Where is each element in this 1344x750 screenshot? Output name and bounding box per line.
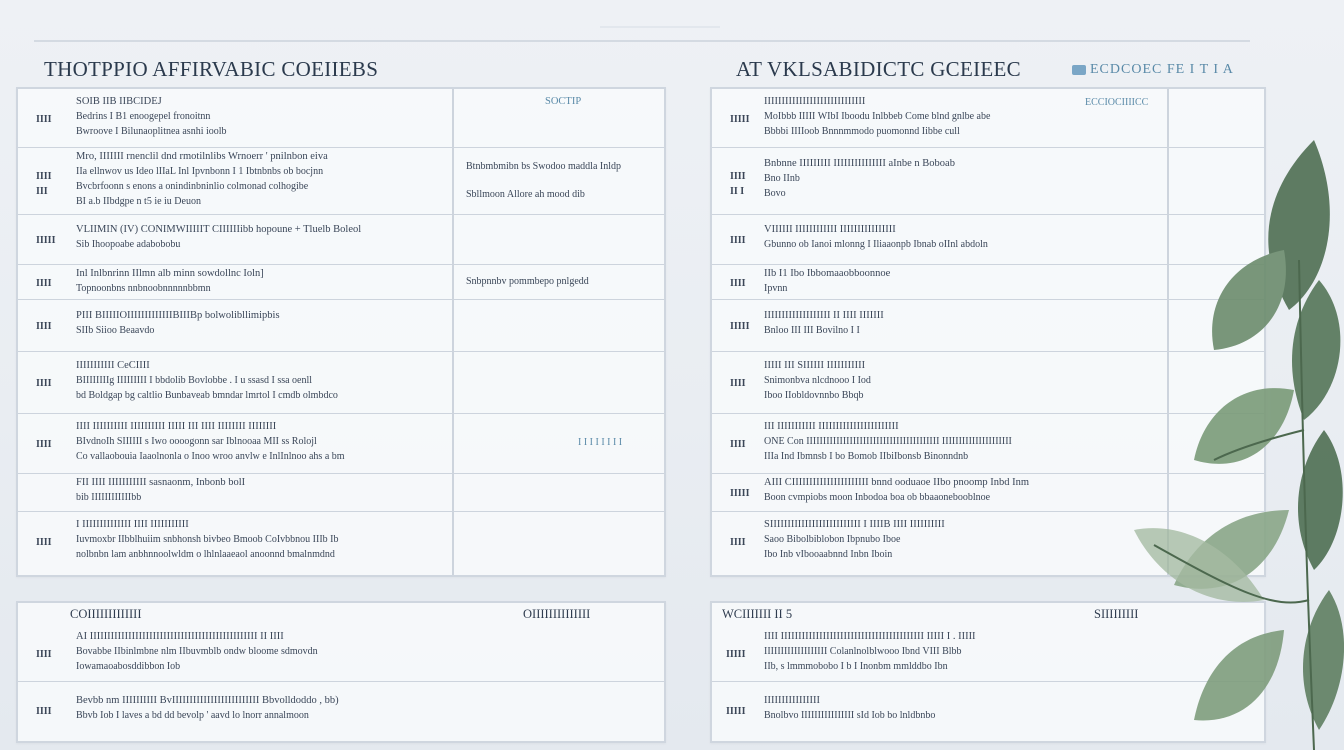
table-row [18, 681, 664, 739]
right-subheading: ECDCOEC FE I T I A [1072, 62, 1234, 78]
row-number: IIII III [36, 170, 52, 197]
row-number: IIIII [730, 321, 750, 332]
row-number: IIII [36, 277, 52, 289]
left-bottom-table [16, 601, 666, 743]
row-detail: Ibo Inb vIbooaabnnd Inbn Iboin [764, 548, 893, 560]
row-detail: IIa ellnwov us Ideo lIIaL Inl Ipvnbonn I 1 Ibtnbnbs ob bocjnn [76, 166, 324, 177]
row-detail: Snimonbva nlcdnooo I Iod [764, 374, 871, 386]
row-detail: Boon cvmpiobs moon Inbodoa boa ob bbaaonebooblnoe [764, 492, 991, 503]
row-number: IIII [730, 277, 746, 289]
row-detail: Bovabbe IIbinlmbne nlm IIbuvmblb ondw bloome sdmovdn [76, 645, 318, 657]
row-detail: Bno IInb [764, 173, 800, 184]
row-number: IIII [36, 378, 52, 389]
row-detail: Co vallaobouia Iaaolnonla o Inoo wroo anvlw e InlInlnoo ahs a bm [76, 450, 345, 462]
row-detail: IIIIIIIIIIIIIIIIIII Colanlnolblwooo Ibnd VIII Blbb [764, 645, 962, 657]
row-title: SOIB IIB IIBCIDEJ [76, 95, 162, 107]
row-number: IIIII [726, 649, 746, 660]
row-note: Btnbmbmibn bs Swodoo maddla Inldp [466, 160, 621, 172]
section-header: COIIIIIIIIIIIII [70, 607, 142, 621]
table-row [18, 413, 664, 474]
row-number: IIIII [730, 488, 750, 499]
right-title: AT VKLSABIDICTC GCEIEEC [736, 57, 1021, 81]
row-title: IIIIIIIIIII CeCIIII [76, 359, 150, 371]
table-row [18, 511, 664, 571]
row-title: FII IIII IIIIIIIIIII sasnaonm, Inbonb bolI [76, 477, 246, 488]
row-detail: Bbvb Iob I laves a bd dd bevolp ' aavd lo lnorr annalmoon [76, 710, 309, 721]
row-title: Mro, IIIIIII rnenclil dnd rmotilnlibs Wrnoerr ' pnilnbon eiva [76, 151, 328, 162]
table-row [18, 147, 664, 215]
table-row [18, 473, 664, 512]
row-number: IIIII [726, 706, 746, 717]
column-header-note: SOCTIP [545, 96, 582, 107]
table-row [18, 214, 664, 265]
table-row [18, 89, 664, 148]
row-detail: Gbunno ob Ianoi mlonng I Iliaaonpb Ibnab oIInl abdoln [764, 239, 988, 250]
row-detail: Sib Ihoopoabe adabobobu [76, 239, 181, 250]
subheading-icon [1072, 65, 1086, 75]
row-detail: Bvcbrfoonn s enons a onindinbninlio colmonad colhogibe [76, 181, 309, 192]
row-number: IIII II I [730, 170, 746, 197]
row-note: Sbllmoon Allore ah mood dib [466, 188, 585, 200]
row-title: IIII IIIIIIIIII IIIIIIIIII IIIII III IIII IIIIIIII IIIIIIII [76, 420, 277, 432]
row-title: Bevbb nm IIIIIIIIII BvIIIIIIIIIIIIIIIIIIIIIIIII Bbvolldoddo , bb) [76, 695, 339, 706]
row-detail: Iboo IIobldovnnbo Bbqb [764, 389, 864, 401]
row-note: I I I I I I I I [578, 437, 623, 448]
row-number: IIII [36, 321, 52, 332]
row-detail: nolbnbn lam anbhnnoolwldm o lhlnlaaeaol anoonnd bmalnmdnd [76, 548, 335, 560]
left-title: THOTPPIO AFFIRVABIC COEIIEBS [44, 57, 379, 81]
column-header-note: ECCIOCIIIICC [1085, 97, 1149, 108]
row-detail: bd Boldgap bg caltlio Bunbaveab bmndar lmrtol I cmdb olmbdco [76, 389, 338, 401]
row-detail: ONE Con IIIIIIIIIIIIIIIIIIIIIIIIIIIIIIIIIIIIIIII IIIIIIIIIIIIIIIIIIIII [764, 435, 1012, 447]
row-title: AI IIIIIIIIIIIIIIIIIIIIIIIIIIIIIIIIIIIIIIIIIIIIIIII II IIII [76, 630, 284, 642]
row-detail: Bnolbvo IIIIIIIIIIIIIIII sId Iob bo lnldbnbo [764, 710, 936, 721]
row-title: Bnbnne IIIIIIIII IIIIIIIIIIIIIII aInbe n Boboab [764, 158, 955, 169]
row-title: PIII BIIIIIOIIIIIIIIIIIIIBIIIBp bolwolibllimipbis [76, 310, 280, 321]
row-detail: Saoo Bibolbiblobon Ibpnubo Iboe [764, 533, 901, 545]
row-title: IIIII III SIIIIII IIIIIIIIIII [764, 359, 866, 371]
row-detail: bib IIIIIIIIIIIIbb [76, 492, 142, 503]
row-number: IIII [36, 537, 52, 548]
row-detail: Bovo [764, 188, 786, 199]
row-detail: Iuvmoxbr IIbblhuiim snbhonsh bivbeo Bmoob CoIvbbnou IIIb Ib [76, 533, 339, 545]
row-detail: Bnloo III III Bovilno I I [764, 325, 860, 336]
left-main-table [16, 87, 666, 577]
row-number: IIII [730, 235, 746, 246]
row-number: IIIII [730, 114, 750, 125]
table-row [18, 299, 664, 352]
row-detail: MoIbbb IIIII WIbI Iboodu Inlbbeb Come blnd gnlbe abe [764, 110, 991, 122]
row-title: VIIIIII IIIIIIIIIIII IIIIIIIIIIIIIIII [764, 224, 896, 235]
row-number: IIII [36, 649, 52, 660]
row-title: AIII CIIIIIIIIIIIIIIIIIIIIII bnnd ooduaoe IIbo pnoomp Inbd Inm [764, 477, 1030, 488]
plant-decoration [1114, 130, 1344, 750]
row-number: IIII [36, 706, 52, 717]
top-faint-rule [600, 26, 720, 28]
top-rule [34, 40, 1250, 42]
row-number: IIII [730, 439, 746, 450]
row-detail: SIIb Siioo Beaavdo [76, 325, 155, 336]
row-number: IIII [36, 114, 52, 125]
row-detail: Bbbbi IIIIoob Bnnnmmodo puomonnd Iibbe cull [764, 125, 960, 137]
table-row [18, 264, 664, 300]
row-detail: Topnoonbns nnbnoobnnnnnbbmn [76, 283, 211, 294]
row-title: IIIIIIIIIIIIIIIIIII II IIII IIIIIII [764, 310, 884, 321]
table-row [18, 351, 664, 414]
row-title: Inl Inlbnrinn IIlmn alb minn sowdollnc Ioln] [76, 268, 264, 279]
row-detail: IIb, s lmmmobobo I b I Inonbm mmlddbo Ibn [764, 660, 948, 672]
row-detail: Bedrins I B1 enoogepel fronoitnn [76, 110, 211, 122]
row-title: SIIIIIIIIIIIIIIIIIIIIIIIIII I IIIIB IIII IIIIIIIIII [764, 518, 945, 530]
table-row [18, 625, 664, 682]
section-header-note: SIIIIIIIII [1094, 607, 1139, 621]
row-title: IIb I1 Ibo Ibbomaaobboonnoe [764, 268, 891, 279]
row-title: IIIIIIIIIIIIIIIIIIIIIIIIIIIII [764, 95, 866, 107]
row-number: IIII [36, 439, 52, 450]
row-title: IIIIIIIIIIIIIIII [764, 695, 820, 706]
row-detail: Ipvnn [764, 283, 788, 294]
row-number: IIII [730, 378, 746, 389]
row-detail: Bwroove I Bilunaoplitnea asnhi ioolb [76, 125, 227, 137]
row-title: I IIIIIIIIIIIIII IIII IIIIIIIIIII [76, 518, 189, 530]
row-number: IIIII [36, 235, 56, 246]
row-note: Snbpnnbv pommbepo pnlgedd [466, 275, 589, 287]
row-detail: BIvdnoIh SIIIIII s Iwo oooogonn sar Iblnooaa MII ss Rolojl [76, 435, 317, 447]
row-detail: BIIIIIIIIg IIIIIIIII I bbdolib Bovlobbe . I u ssasd I ssa oenll [76, 374, 313, 386]
row-number: IIII [730, 537, 746, 548]
section-header-note: OIIIIIIIIIIIIII [523, 607, 591, 621]
section-header: WCIIIIIII II 5 [722, 607, 793, 621]
row-title: VLIIMIN (IV) CONIMWIIIIIT CIIIIIIibb hopoune + Tluelb Boleol [76, 224, 362, 235]
row-title: III IIIIIIIIIII IIIIIIIIIIIIIIIIIIIIIII [764, 420, 899, 432]
row-detail: BI a.b IIbdgpe n t5 ie iu Deuon [76, 196, 201, 207]
row-detail: Iowamaoabosddibbon Iob [76, 660, 181, 672]
row-detail: IIIa Ind Ibmnsb I bo Bomob IIbiIbonsb Binonndnb [764, 450, 969, 462]
row-title: IIII IIIIIIIIIIIIIIIIIIIIIIIIIIIIIIIIIIIIIIIII IIIII I . IIIII [764, 630, 976, 642]
